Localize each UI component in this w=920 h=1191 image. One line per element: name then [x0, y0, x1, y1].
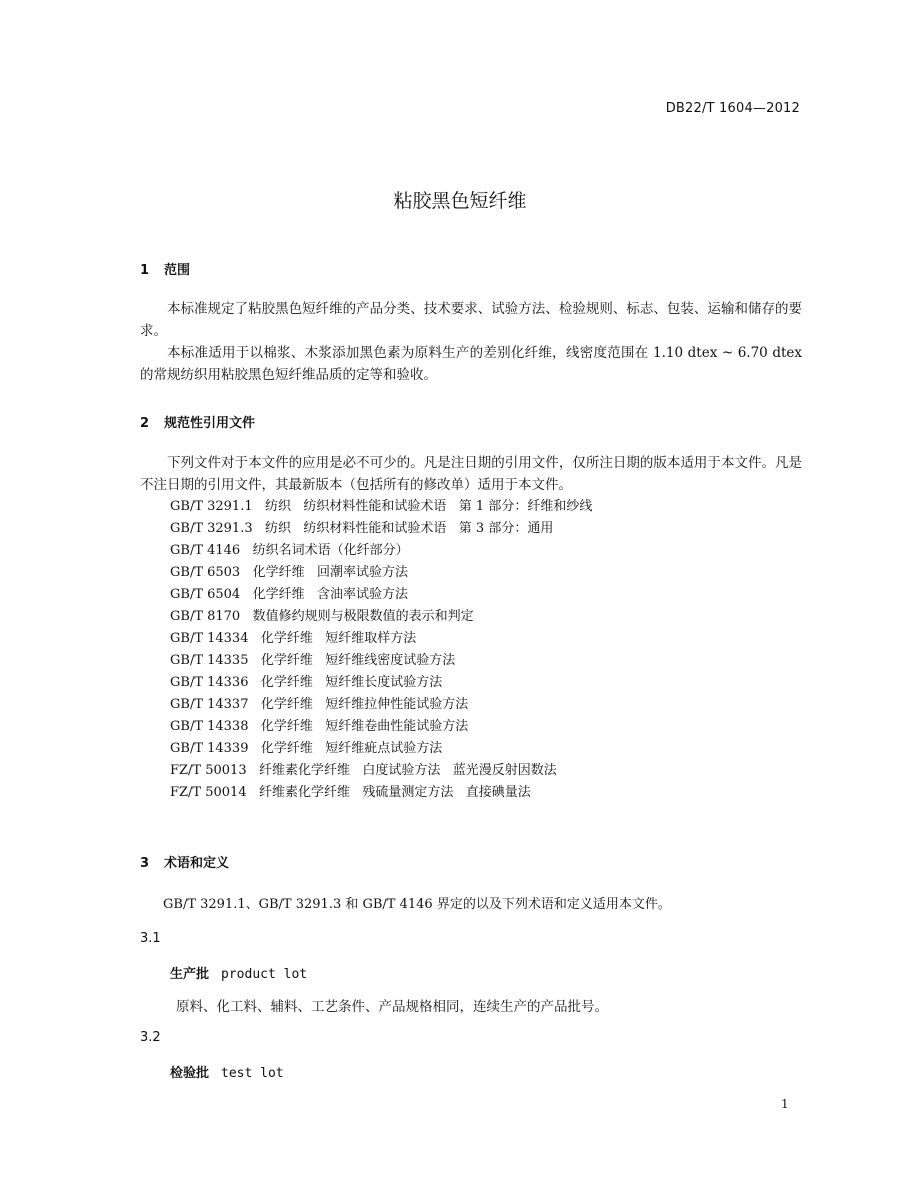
page-number: 1 [781, 1097, 789, 1111]
reference-item: GB/T 14336 化学纤维 短纤维长度试验方法 [170, 675, 443, 690]
section-title: 范围 [164, 263, 191, 278]
section-1-paragraph-2: 本标准适用于以棉浆、木浆添加黑色素为原料生产的差别化纤维，线密度范围在 1.10 dtex ~ 6.70 dtex 的常规纺织用粘胶黑色短纤维品质的定等和验收。 [140, 345, 802, 383]
term-number: 3.2 [140, 1030, 161, 1045]
term-heading [170, 963, 307, 982]
section-number: 3 [140, 856, 150, 871]
reference-item: GB/T 14334 化学纤维 短纤维取样方法 [170, 631, 417, 646]
term-heading [170, 1062, 284, 1081]
reference-list [170, 496, 592, 804]
section-2-intro: 下列文件对于本文件的应用是必不可少的。凡是注日期的引用文件，仅所注日期的版本适用于本文件。凡是不注日期的引用文件，其最新版本（包括所有的修改单）适用于本文件。 [140, 455, 802, 493]
reference-item: GB/T 4146 纺织名词术语（化纤部分） [170, 543, 409, 558]
reference-item: GB/T 14337 化学纤维 短纤维拉伸性能试验方法 [170, 697, 469, 712]
section-1-paragraph-1: 本标准规定了粘胶黑色短纤维的产品分类、技术要求、试验方法、检验规则、标志、包装、运输和储存的要求。 [140, 301, 802, 339]
term-zh: 检验批 [170, 1066, 210, 1081]
reference-item: GB/T 8170 数值修约规则与极限数值的表示和判定 [170, 609, 474, 624]
section-title: 规范性引用文件 [164, 416, 256, 431]
reference-item: GB/T 6503 化学纤维 回潮率试验方法 [170, 565, 408, 580]
reference-item: GB/T 14335 化学纤维 短纤维线密度试验方法 [170, 653, 456, 668]
term-definition: 原料、化工料、辅料、工艺条件、产品规格相同，连续生产的产品批号。 [176, 999, 608, 1015]
section-title: 术语和定义 [164, 856, 230, 871]
section-3-heading [140, 852, 229, 871]
reference-item: FZ/T 50014 纤维素化学纤维 残硫量测定方法 直接碘量法 [170, 785, 531, 800]
section-3-intro: GB/T 3291.1、GB/T 3291.3 和 GB/T 4146 界定的以及下列术语和定义适用本文件。 [163, 897, 671, 912]
reference-item: GB/T 3291.3 纺织 纺织材料性能和试验术语 第 3 部分：通用 [170, 521, 554, 536]
reference-item: GB/T 14338 化学纤维 短纤维卷曲性能试验方法 [170, 719, 469, 734]
term-number: 3.1 [140, 931, 161, 946]
section-number: 2 [140, 416, 150, 431]
reference-item: GB/T 6504 化学纤维 含油率试验方法 [170, 587, 408, 602]
reference-item: FZ/T 50013 纤维素化学纤维 白度试验方法 蓝光漫反射因数法 [170, 763, 557, 778]
term-zh: 生产批 [170, 967, 210, 982]
section-2-heading [140, 412, 255, 431]
reference-item: GB/T 3291.1 纺织 纺织材料性能和试验术语 第 1 部分：纤维和纱线 [170, 499, 593, 514]
watermark-graphic [277, 806, 278, 807]
section-1-heading [140, 259, 190, 278]
reference-item: GB/T 14339 化学纤维 短纤维疵点试验方法 [170, 741, 443, 756]
standard-code: DB22/T 1604—2012 [665, 101, 800, 116]
document-title: 粘胶黑色短纤维 [393, 190, 527, 212]
section-number: 1 [140, 263, 150, 278]
term-en: test lot [221, 1066, 284, 1081]
term-en: product lot [221, 967, 308, 982]
